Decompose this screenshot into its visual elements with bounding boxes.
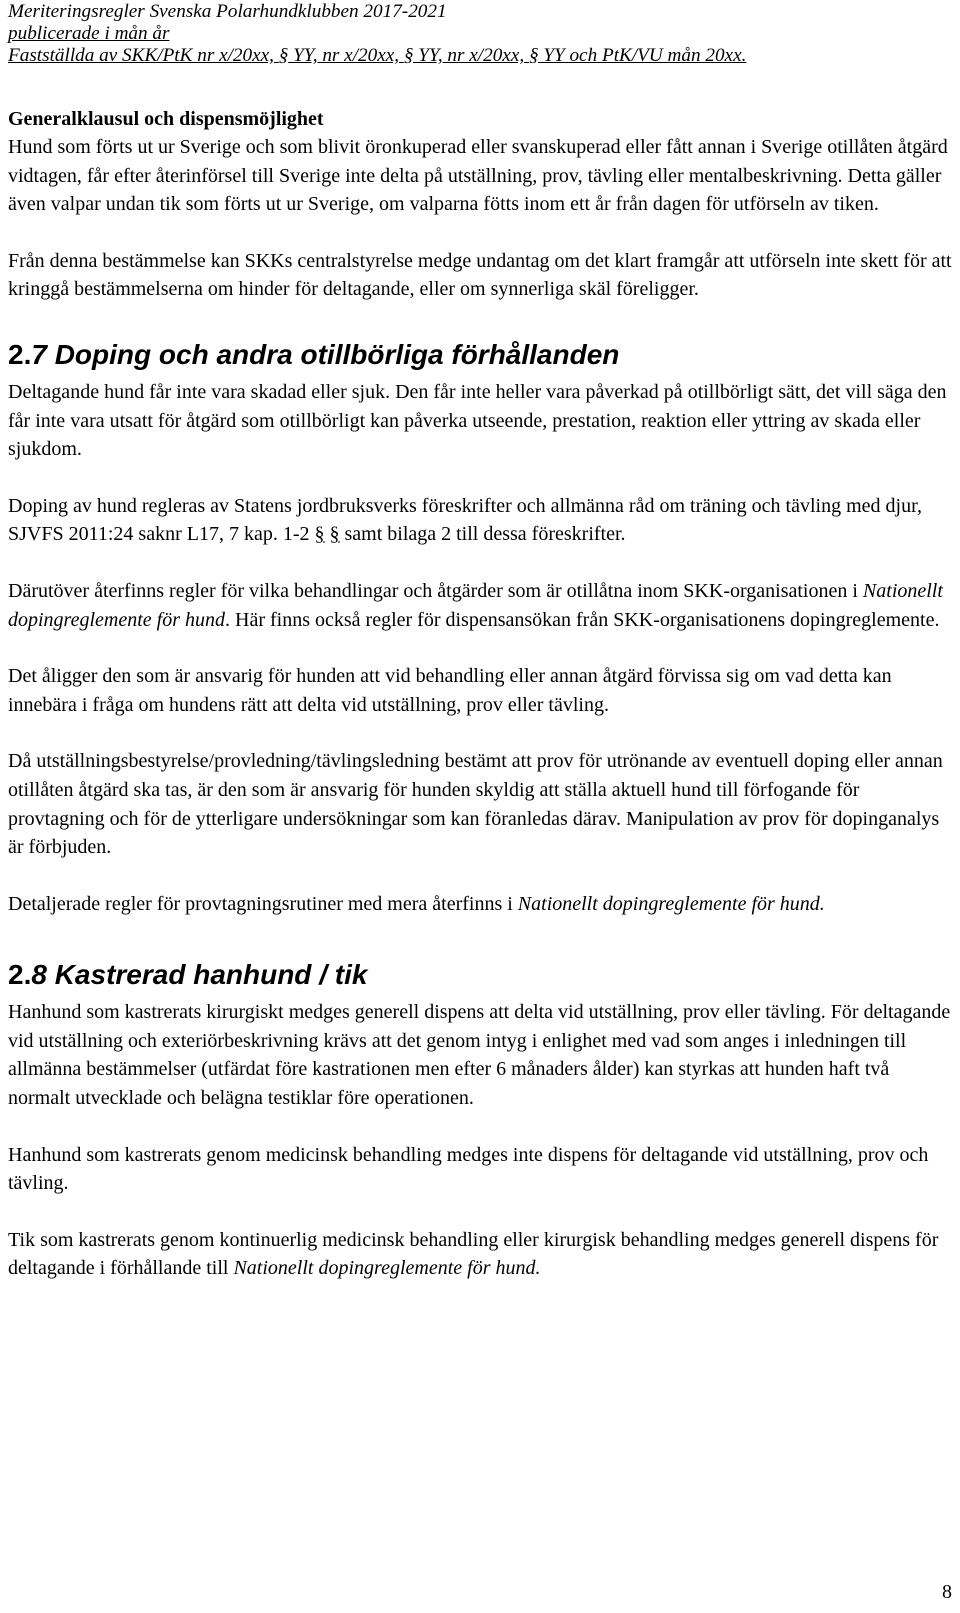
page-header <box>8 1 952 67</box>
doping-paragraph-2: Doping av hund regleras av Statens jordbruksverks föreskrifter och allmänna råd om träning och tävling med djur, SJVFS 2011:24 saknr L17, 7 kap. 1-2 § § samt bilaga 2 till dessa föreskrifter. <box>8 494 922 546</box>
kastrerad-paragraph-3: Tik som kastrerats genom kontinuerlig medicinsk behandling eller kirurgisk behandling medges generell dispens för deltagande i förhållande till Nationellt dopingreglemente för hund. <box>8 1228 939 1280</box>
section-heading-doping: 2.7 Doping och andra otillbörliga förhållanden <box>8 338 620 370</box>
doping-paragraph-1: Deltagande hund får inte vara skadad eller sjuk. Den får inte heller vara påverkad på otillbörligt sätt, det vill säga den får inte vara utsatt för åtgärd som otillbörligt kan påverka utseende, prestation, reaktion eller yttring av skada eller sjukdom. <box>8 380 947 461</box>
header-title: Meriteringsregler Svenska Polarhundklubben 2017-2021 <box>8 1 447 22</box>
section-sign: § <box>329 523 340 546</box>
header-published: publicerade i mån år <box>8 23 170 44</box>
doping-paragraph-4: Det åligger den som är ansvarig för hunden att vid behandling eller annan åtgärd förvissa sig om vad detta kan innebära i fråga om hundens rätt att delta vid utställning, prov eller tävling. <box>8 665 892 716</box>
section-heading-kastrerad: 2.8 Kastrerad hanhund / tik <box>8 959 368 991</box>
section-sign: § <box>403 45 414 66</box>
document-page <box>8 0 952 1283</box>
general-clause-heading: Generalklausul och dispensmöjlighet <box>8 108 324 130</box>
doping-paragraph-6: Detaljerade regler för provtagningsrutiner med mera återfinns i Nationellt dopingreglemente för hund. <box>8 892 825 915</box>
section-sign: § <box>528 45 539 66</box>
header-approved: Fastställda av SKK/PtK nr x/20xx, § YY, nr x/20xx, § YY, nr x/20xx, § YY och PtK/VU mån 20xx. <box>8 45 747 66</box>
section-sign: § <box>278 45 289 66</box>
doping-paragraph-3: Därutöver återfinns regler för vilka behandlingar och åtgärder som är otillåtna inom SKK-organisationen i Nationellt dopingreglemente för hund. Här finns också regler för dispensansökan från SKK-organisationens dopingreglemente. <box>8 579 943 631</box>
general-clause-paragraph-2: Från denna bestämmelse kan SKKs centralstyrelse medge undantag om det klart framgår att utförseln inte skett för att kringgå bestämmelserna om hinder för deltagande, eller om synnerliga skäl föreligger. <box>8 249 952 301</box>
section-sign: § <box>314 523 325 546</box>
kastrerad-paragraph-1: Hanhund som kastrerats kirurgiskt medges generell dispens att delta vid utställning, prov eller tävling. För deltagande vid utställning och exteriörbeskrivning krävs att det genom intyg i enlighet med vad som anges i inledningen till allmänna bestämmelser (utfärdat före kastrationen men efter 6 månaders ålder) kan styrkas att hunden haft två normalt utvecklade och belägna testiklar före operationen. <box>8 1001 951 1110</box>
page-number: 8 <box>942 1581 952 1603</box>
kastrerad-paragraph-2: Hanhund som kastrerats genom medicinsk behandling medges inte dispens för deltagande vid utställning, prov och tävling. <box>8 1143 929 1195</box>
doping-paragraph-5: Då utställningsbestyrelse/provledning/tävlingsledning bestämt att prov för utrönande av eventuell doping eller annan otillåten åtgärd ska tas, är den som är ansvarig för hunden skyldig att ställa aktuell hund till förfogande för provtagning och för de ytterligare undersökningar som kan föranledas därav. Manipulation av prov för dopinganalys är förbjuden. <box>8 750 943 859</box>
general-clause-paragraph-1: Hund som förts ut ur Sverige och som blivit öronkuperad eller svanskuperad eller fått annan i Sverige otillåten åtgärd vidtagen, får efter återinförsel till Sverige inte delta på utställning, prov, tävling eller mentalbeskrivning. Detta gäller även valpar undan tik som förts ut ur Sverige, om valparna fötts inom ett år från dagen för utförseln av tiken. <box>8 136 948 216</box>
